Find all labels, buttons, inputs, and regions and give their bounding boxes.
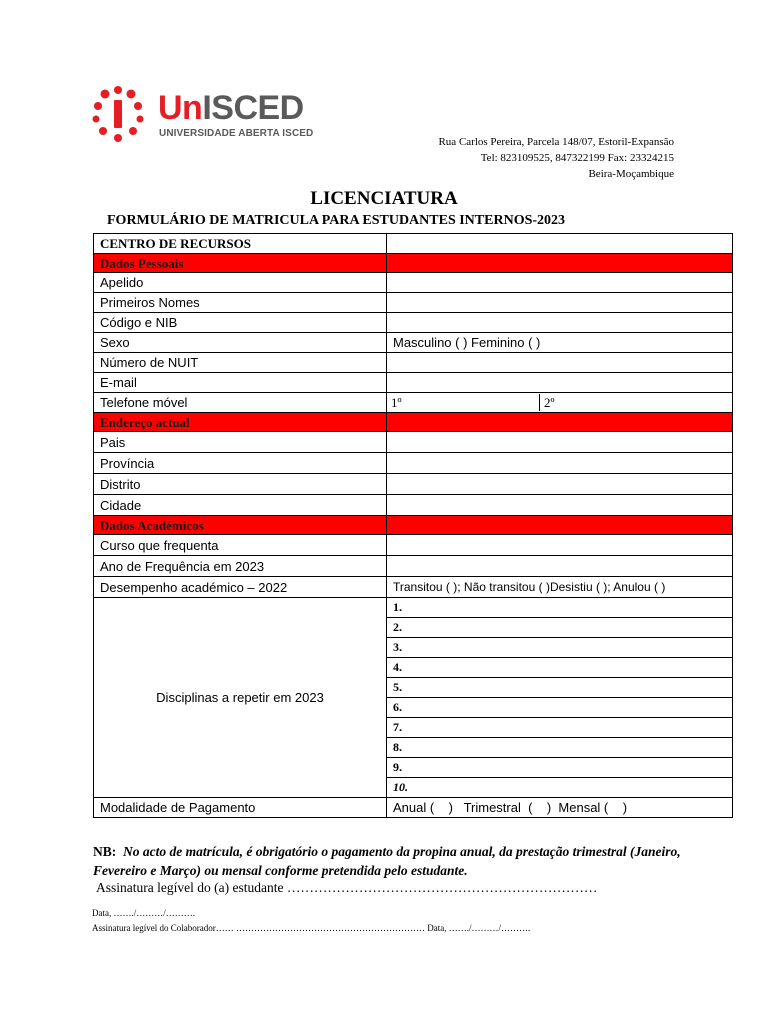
email-label: E-mail — [94, 373, 387, 393]
section-header — [94, 516, 733, 535]
student-signature-line[interactable]: Assinatura legível do (a) estudante …………………………………………………………… — [96, 880, 598, 895]
disciplina-5[interactable]: 5. — [387, 678, 733, 698]
sexo-label: Sexo — [94, 333, 387, 353]
address-line-3: Beira-Moçambique — [588, 168, 674, 180]
telefone-fields — [387, 393, 733, 413]
table-row — [94, 577, 733, 598]
disciplina-4[interactable]: 4. — [387, 658, 733, 678]
table-row — [94, 293, 733, 313]
provincia-label: Província — [94, 453, 387, 474]
table-row — [94, 393, 733, 413]
sexo-options[interactable]: Masculino ( ) Feminino ( ) — [387, 333, 733, 353]
nb-text: No acto de matrícula, é obrigatório o pagamento da propina anual, da prestação trimestral (Janeiro, Fevereiro e Março) ou mensal conforme pretendida pelo estudante. — [93, 844, 681, 878]
disciplina-6[interactable]: 6. — [387, 698, 733, 718]
section-academic: Dados Académicos — [94, 516, 387, 535]
table-row — [94, 313, 733, 333]
unisced-logo — [92, 86, 312, 146]
codigo-nib-label: Código e NIB — [94, 313, 387, 333]
cidade-field[interactable] — [387, 495, 733, 516]
telefone-1-field[interactable]: 1º — [391, 394, 540, 411]
apelido-field[interactable] — [387, 273, 733, 293]
ano-field[interactable] — [387, 556, 733, 577]
codigo-nib-field[interactable] — [387, 313, 733, 333]
table-row — [94, 495, 733, 516]
ano-label: Ano de Frequência em 2023 — [94, 556, 387, 577]
cidade-label: Cidade — [94, 495, 387, 516]
nb-note — [93, 842, 713, 880]
logo-mark-icon — [92, 86, 154, 146]
email-field[interactable] — [387, 373, 733, 393]
table-row — [94, 353, 733, 373]
apelido-label: Apelido — [94, 273, 387, 293]
modalidade-label: Modalidade de Pagamento — [94, 798, 387, 818]
section-address: Endereço actual — [94, 413, 387, 432]
curso-label: Curso que frequenta — [94, 535, 387, 556]
telefone-label: Telefone móvel — [94, 393, 387, 413]
desempenho-label: Desempenho académico – 2022 — [94, 577, 387, 598]
pais-label: Pais — [94, 432, 387, 453]
curso-field[interactable] — [387, 535, 733, 556]
table-row — [94, 474, 733, 495]
disciplina-1[interactable]: 1. — [387, 598, 733, 618]
table-row — [94, 535, 733, 556]
provincia-field[interactable] — [387, 453, 733, 474]
disciplina-7[interactable]: 7. — [387, 718, 733, 738]
document-title: LICENCIATURA — [310, 188, 458, 209]
disciplina-10[interactable]: 10. — [387, 778, 733, 798]
table-row — [94, 432, 733, 453]
table-row — [94, 598, 733, 618]
disciplina-9[interactable]: 9. — [387, 758, 733, 778]
logo-wordmark — [158, 88, 304, 128]
table-row — [94, 373, 733, 393]
section-header — [94, 413, 733, 432]
table-row — [94, 798, 733, 818]
centro-label: CENTRO DE RECURSOS — [94, 234, 387, 254]
address-line-1: Rua Carlos Pereira, Parcela 148/07, Estoril-Expansão — [438, 136, 674, 148]
collaborator-signature-line[interactable]: Assinatura legível do Colaborador…… ……………………………………………………… Data, ……./………/………. — [92, 923, 531, 933]
pais-field[interactable] — [387, 432, 733, 453]
centro-field[interactable] — [387, 234, 733, 254]
date-line[interactable]: Data, ……./………/………. — [92, 908, 195, 918]
nuit-label: Número de NUIT — [94, 353, 387, 373]
logo-un: Un — [158, 89, 203, 127]
distrito-field[interactable] — [387, 474, 733, 495]
address-block — [438, 134, 674, 182]
nb-label: NB: — [93, 844, 117, 859]
modalidade-options[interactable]: Anual ( ) Trimestral ( ) Mensal ( ) — [387, 798, 733, 818]
disciplina-3[interactable]: 3. — [387, 638, 733, 658]
table-row — [94, 333, 733, 353]
disciplina-2[interactable]: 2. — [387, 618, 733, 638]
document-subtitle: FORMULÁRIO DE MATRICULA PARA ESTUDANTES INTERNOS-2023 — [107, 213, 566, 228]
desempenho-options[interactable]: Transitou ( ); Não transitou ( )Desistiu ( ); Anulou ( ) — [387, 577, 733, 598]
section-header — [94, 254, 733, 273]
distrito-label: Distrito — [94, 474, 387, 495]
nuit-field[interactable] — [387, 353, 733, 373]
table-row — [94, 453, 733, 474]
primeiros-nomes-field[interactable] — [387, 293, 733, 313]
disciplinas-label: Disciplinas a repetir em 2023 — [94, 598, 387, 798]
table-row — [94, 234, 733, 254]
disciplina-8[interactable]: 8. — [387, 738, 733, 758]
logo-isced: ISCED — [202, 89, 304, 127]
telefone-2-field[interactable]: 2º — [544, 395, 555, 410]
table-row — [94, 556, 733, 577]
section-personal: Dados Pessoais — [94, 254, 387, 273]
logo-subtitle: UNIVERSIDADE ABERTA ISCED — [159, 128, 314, 139]
table-row — [94, 273, 733, 293]
primeiros-nomes-label: Primeiros Nomes — [94, 293, 387, 313]
address-line-2: Tel: 823109525, 847322199 Fax: 23324215 — [480, 152, 674, 164]
enrollment-form-table — [93, 233, 733, 818]
